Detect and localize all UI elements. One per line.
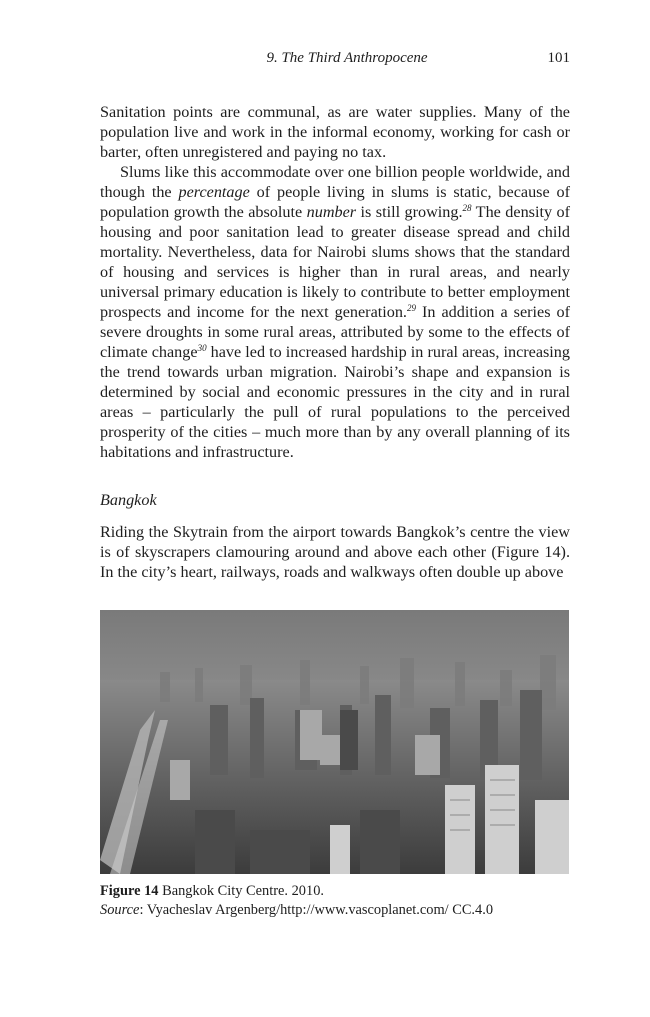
paragraph-sanitation xyxy=(100,102,570,162)
text-run: of people living in slums is static, because of population growth the absolute xyxy=(100,183,570,221)
text-run: The density of housing and poor sanitation lead to greater disease spread and child mortality. Nevertheless, data for Nairobi slums shows that the standard of housing and services is higher than in rural areas, and nearly universal primary education is likely to contribute to better employment prospects and income for the next generation. xyxy=(100,203,570,321)
footnote-ref-28: 28 xyxy=(462,203,472,213)
text-run: have led to increased hardship in rural areas, increasing the trend towards urban migration. Nairobi’s shape and expansion is determined by social and economic pressures in the city and in rural areas – particularly the pull of rural populations to the perceived prosperity of the cities – much more than by any overall planning of its habitations and infrastructure. xyxy=(100,343,570,461)
paragraph-slums xyxy=(100,162,570,462)
figure-bangkok-photo xyxy=(100,610,569,874)
emphasis-percentage: percentage xyxy=(178,183,250,201)
page-number: 101 xyxy=(547,50,570,66)
text-run: is still growing. xyxy=(356,203,463,221)
footnote-ref-29: 29 xyxy=(406,303,416,313)
paragraph-text xyxy=(100,162,570,462)
paragraph-skytrain xyxy=(100,522,570,582)
figure-caption-text: Bangkok City Centre. 2010. xyxy=(162,883,324,899)
paragraph-text: Sanitation points are communal, as are water supplies. Many of the population live and work in the informal economy, working for cash or barter, often unregistered and paying no tax. xyxy=(100,103,570,161)
section-heading-bangkok: Bangkok xyxy=(100,491,157,509)
paragraph-text: Riding the Skytrain from the airport towards Bangkok’s centre the view is of skyscrapers clamouring around and above each other (Figure 14). In the city’s heart, railways, roads and walkways often double up above xyxy=(100,523,570,581)
source-text: : Vyacheslav Argenberg/http://www.vascoplanet.com/ CC.4.0 xyxy=(139,902,494,918)
footnote-ref-30: 30 xyxy=(197,343,207,353)
text-run: Slums like this accommodate over one billion people worldwide, and though the xyxy=(100,163,570,201)
source-label: Source xyxy=(100,902,140,918)
figure-label: Figure 14 xyxy=(100,883,159,899)
cityscape-illustration xyxy=(100,610,569,874)
figure-caption xyxy=(100,882,580,920)
running-title: 9. The Third Anthropocene xyxy=(266,50,428,66)
emphasis-number: number xyxy=(306,203,357,221)
running-head xyxy=(100,50,570,72)
text-run: In addition a series of severe droughts in some rural areas, attributed by some to the effects of climate change xyxy=(100,303,570,361)
source-line xyxy=(100,901,580,920)
caption-line xyxy=(100,882,580,901)
